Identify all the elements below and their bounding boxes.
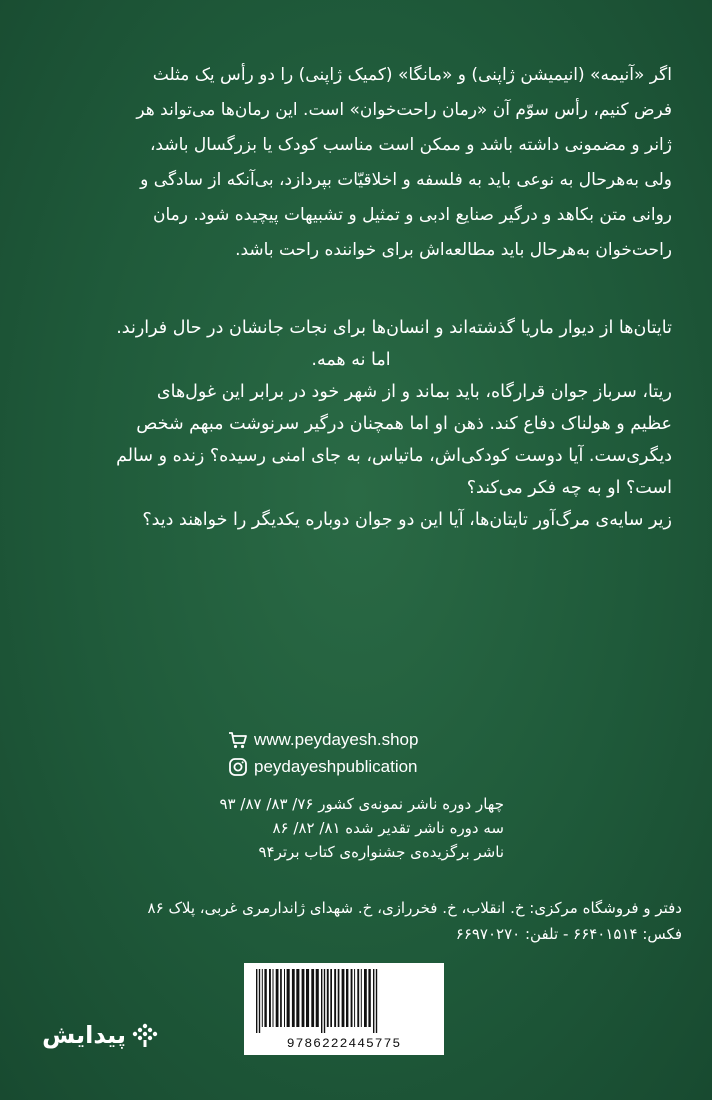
barcode-bar xyxy=(306,969,309,1027)
barcode-bar xyxy=(259,969,260,1033)
barcode-bar xyxy=(287,969,290,1027)
barcode-bar xyxy=(364,969,367,1027)
website-link[interactable]: www.peydayesh.shop xyxy=(254,729,419,749)
award-line: سه دوره ناشر تقدیر شده ۸۱/ ۸۲/ ۸۶ xyxy=(272,819,504,837)
intro-line: اگر «آنیمه» (انیمیشن ژاپنی) و «مانگا» (کمیک ژاپنی) را دو رأس یک مثلث xyxy=(152,65,672,85)
phone-line: فکس: ۶۶۴۰۱۵۱۴ - تلفن: ۶۶۹۷۰۲۷۰ xyxy=(455,925,682,943)
barcode-bar xyxy=(321,969,322,1033)
barcode-bar xyxy=(264,969,266,1027)
barcode-bar xyxy=(311,969,314,1027)
intro-line: راحت‌خوان به‌هرحال باید مطالعه‌اش برای خواننده راحت باشد. xyxy=(235,240,672,260)
barcode-bar xyxy=(262,969,263,1027)
barcode-bar xyxy=(292,969,295,1027)
synopsis-line: ریتا، سرباز جوان قرارگاه، باید بماند و از شهر خود در برابر این غول‌های xyxy=(156,382,672,402)
barcode-bar xyxy=(284,969,285,1027)
barcode-bar xyxy=(346,969,348,1027)
website-row xyxy=(228,726,418,753)
synopsis xyxy=(40,312,672,536)
award-line: چهار دوره ناشر نمونه‌ی کشور ۷۶/ ۸۳/ ۸۷/ ۹۳ xyxy=(219,795,504,813)
address-line: دفتر و فروشگاه مرکزی: خ. انقلاب، خ. فخررازی، خ. شهدای ژاندارمری غربی، پلاک ۸۶ xyxy=(147,899,682,917)
barcode-bar xyxy=(276,969,279,1027)
barcode-bar xyxy=(269,969,271,1027)
intro-line: روانی متن بکاهد و درگیر صنایع ادبی و تمثیل و تشبیهات پیچیده شود. رمان xyxy=(152,205,672,225)
intro-line: ژانر و مضمونی داشته باشد و ممکن است مناسب کودک یا بزرگسال باشد، xyxy=(149,135,672,155)
isbn-barcode xyxy=(244,963,444,1055)
contact-info xyxy=(228,726,418,780)
synopsis-line: تایتان‌ها از دیوار ماریا گذشته‌اند و انسان‌ها برای نجات جانشان در حال فرارند. xyxy=(116,318,672,338)
barcode-bar xyxy=(338,969,340,1027)
barcode-bar xyxy=(330,969,332,1027)
barcode-bar xyxy=(354,969,355,1027)
publisher-logo xyxy=(18,1015,158,1055)
synopsis-line: اما نه همه. xyxy=(311,350,391,370)
barcode-bar xyxy=(334,969,336,1027)
synopsis-line: است؟ او به چه فکر می‌کند؟ xyxy=(466,478,672,498)
instagram-row xyxy=(228,753,418,780)
publisher-address xyxy=(148,895,682,947)
barcode-bar xyxy=(280,969,282,1027)
logo-text: پیدایش xyxy=(42,1021,126,1049)
intro-paragraph xyxy=(40,58,672,268)
award-line: ناشر برگزیده‌ی جشنواره‌ی کتاب برتر۹۴ xyxy=(258,843,504,861)
instagram-icon xyxy=(228,757,248,777)
barcode-bar xyxy=(361,969,362,1027)
barcode-bars xyxy=(252,969,436,1033)
barcode-bar xyxy=(342,969,345,1027)
intro-line: ولی به‌هرحال به نوعی باید به فلسفه و اخلاقیّات بپردازد، بی‌آنکه از سادگی و xyxy=(140,170,672,190)
barcode-bar xyxy=(351,969,353,1027)
instagram-handle[interactable]: peydayeshpublication xyxy=(254,756,418,776)
barcode-bar xyxy=(316,969,319,1027)
shopping-cart-icon xyxy=(228,730,248,750)
barcode-bar xyxy=(373,969,374,1033)
synopsis-line: عظیم و هولناک دفاع کند. ذهن او اما همچنان درگیر سرنوشت مبهم شخص xyxy=(136,414,672,434)
barcode-bar xyxy=(376,969,377,1033)
isbn-number: 9786222445775 xyxy=(286,1036,402,1051)
barcode-bar xyxy=(273,969,274,1027)
barcode-bar xyxy=(324,969,325,1033)
barcode-bar xyxy=(357,969,359,1027)
barcode-bar xyxy=(368,969,370,1027)
tree-logo-icon xyxy=(132,1022,158,1048)
barcode-bar xyxy=(327,969,329,1027)
synopsis-line: زیر سایه‌ی مرگ‌آور تایتان‌ها، آیا این دو جوان دوباره یکدیگر را خواهند دید؟ xyxy=(142,510,672,530)
barcode-bar xyxy=(296,969,299,1027)
barcode-bar xyxy=(256,969,257,1033)
synopsis-line: دیگری‌ست. آیا دوست کودکی‌اش، ماتیاس، به جای امنی رسیده؟ زنده و سالم xyxy=(116,446,672,466)
barcode-bar xyxy=(302,969,305,1027)
publisher-awards xyxy=(219,792,504,864)
intro-line: فرض کنیم، رأس سوّم آن «رمان راحت‌خوان» است. این رمان‌ها می‌تواند هر xyxy=(136,100,672,120)
